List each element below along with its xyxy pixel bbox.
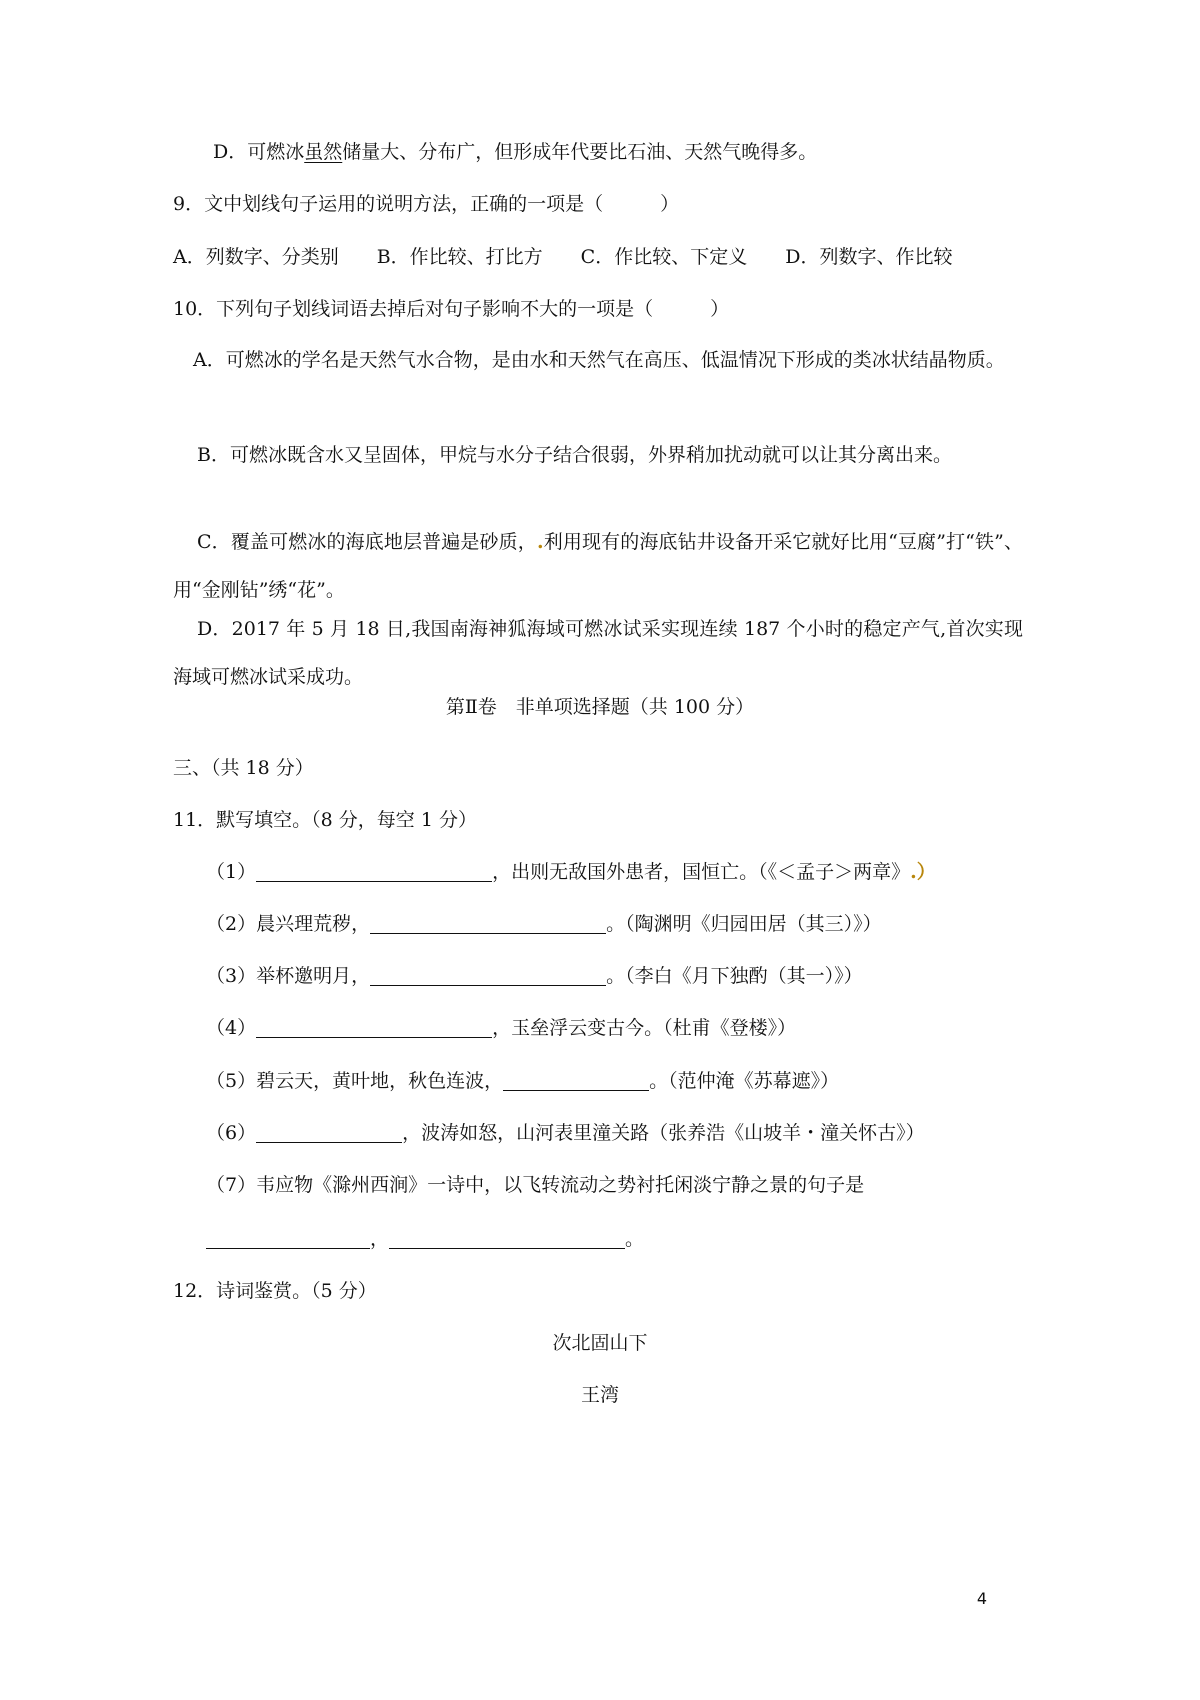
answer-blank[interactable]: [256, 1122, 402, 1143]
q11-item-3: （3）举杯邀明月， 。（李白《月下独酌（其一）》）: [206, 965, 863, 987]
q10-stem: 10．下列句子划线词语去掉后对句子影响不大的一项是（ ）: [173, 298, 730, 320]
q11-item-7: （7）韦应物《滁州西涧》一诗中，以飞转流动之势衬托闲淡宁静之景的句子是: [206, 1174, 865, 1196]
answer-blank[interactable]: [370, 913, 606, 934]
q11-item-5: （5）碧云天，黄叶地，秋色连波， 。（范仲淹《苏幕遮》）: [206, 1070, 840, 1092]
q11-item-4: （4） ，玉垒浮云变古今。（杜甫《登楼》）: [206, 1017, 797, 1039]
q9-options: A．列数字、分类别 B．作比较、打比方 C．作比较、下定义 D．列数字、作比较: [173, 246, 953, 268]
answer-blank[interactable]: [503, 1070, 649, 1091]
q11-item-6: （6） ，波涛如怒，山河表里潼关路（张养浩《山坡羊・潼关怀古》）: [206, 1122, 925, 1144]
q8-option-d: D．可燃冰虽然储量大、分布广，但形成年代要比石油、天然气晚得多。: [213, 141, 818, 163]
part-heading: 三、（共 18 分）: [173, 757, 314, 779]
answer-blank[interactable]: [370, 965, 606, 986]
answer-blank[interactable]: [389, 1228, 625, 1249]
q12-stem: 12．诗词鉴赏。（5 分）: [173, 1280, 377, 1302]
underlined-word: 虽然: [304, 141, 343, 163]
stray-dot: .）: [910, 861, 936, 883]
q11-item-2: （2）晨兴理荒秽， 。（陶渊明《归园田居（其三）》）: [206, 913, 882, 935]
q11-stem: 11．默写填空。（8 分，每空 1 分）: [173, 809, 477, 831]
section-title: 第Ⅱ卷 非单项选择题（共 100 分）: [445, 696, 755, 718]
q10-option-c: C．覆盖可燃冰的海底地层普遍是砂质，.利用现有的海底钻井设备开采它就好比用“豆腐”打“铁”、用“金刚钻”绣“花”。: [173, 531, 1023, 601]
poem-author: 王湾: [580, 1384, 619, 1406]
stray-dot: .: [536, 531, 544, 553]
page-number: 4: [976, 1589, 987, 1608]
poem-title: 次北固山下: [552, 1332, 648, 1354]
answer-blank[interactable]: [256, 1017, 492, 1038]
q10-option-d: D．2017 年 5 月 18 日,我国南海神狐海域可燃冰试采实现连续 187 个小时的稳定产气,首次实现海域可燃冰试采成功。: [173, 618, 1023, 688]
answer-blank[interactable]: [256, 861, 492, 882]
answer-blank[interactable]: [206, 1228, 370, 1249]
q10-option-b: B．可燃冰既含水又呈固体，甲烷与水分子结合很弱，外界稍加扰动就可以让其分离出来。: [197, 444, 952, 466]
q11-item-7-answers: ， 。: [206, 1226, 644, 1252]
q10-option-a: A．可燃冰的学名是天然气水合物，是由水和天然气在高压、低温情况下形成的类冰状结晶物质。: [193, 349, 1005, 371]
q11-item-1: （1） ，出则无敌国外患者，国恒亡。（《＜孟子＞两章》.）: [206, 861, 936, 883]
q9-stem: 9．文中划线句子运用的说明方法，正确的一项是（ ）: [173, 193, 680, 215]
